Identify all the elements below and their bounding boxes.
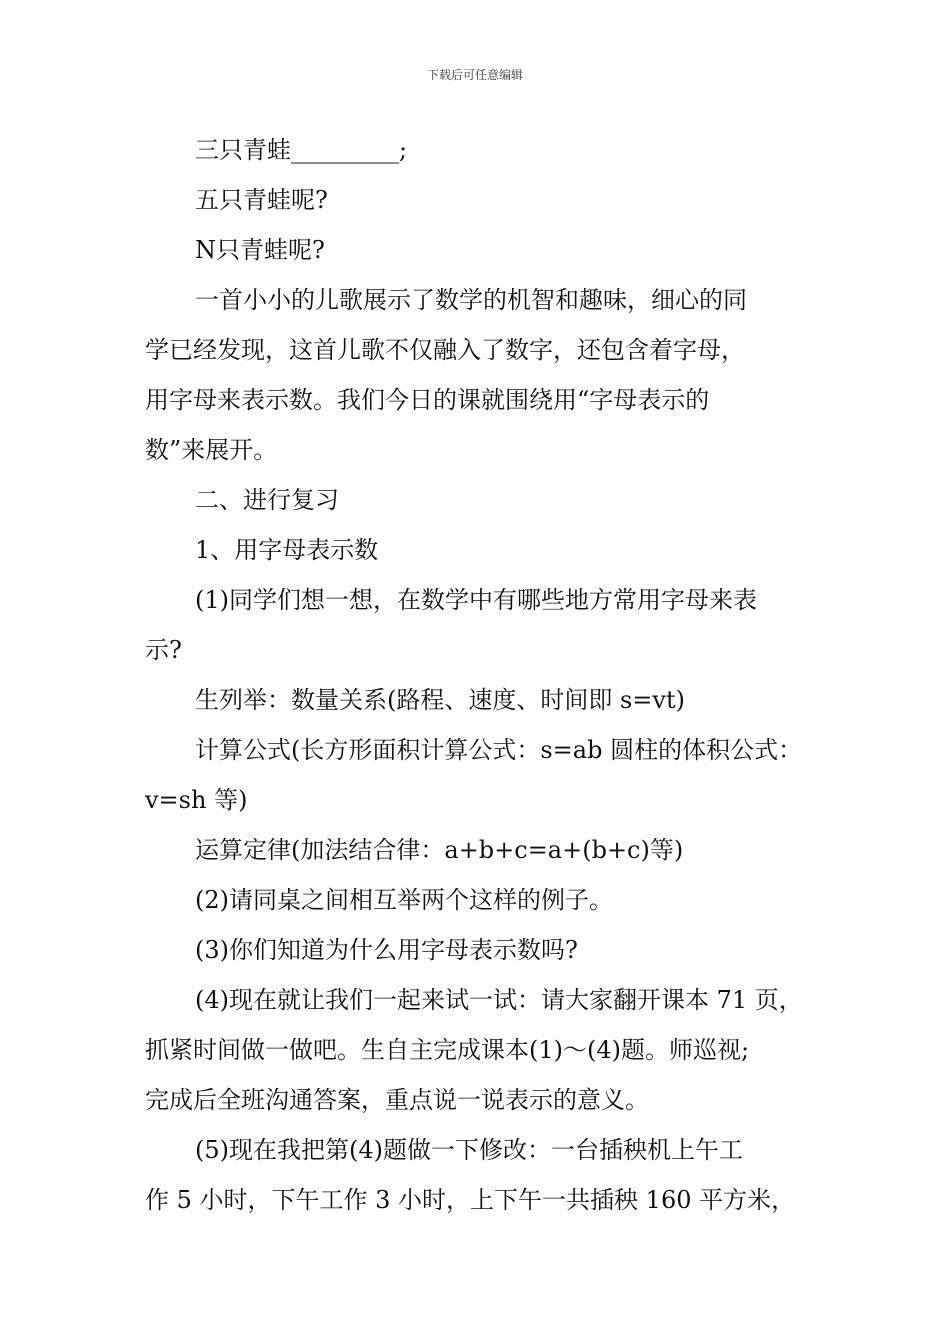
text-line: 用字母来表示数。我们今日的课就围绕用“字母表示的 bbox=[145, 386, 710, 414]
text-line: (5)现在我把第(4)题做一下修改：一台插秧机上午工 bbox=[195, 1136, 743, 1164]
text-line: 作 5 小时，下午工作 3 小时，上下午一共插秧 160 平方米， bbox=[145, 1186, 796, 1214]
section-heading: 二、进行复习 bbox=[195, 486, 339, 514]
text-line: 示? bbox=[145, 636, 182, 664]
text-line: (4)现在就让我们一起来试一试：请大家翻开课本 71 页， bbox=[195, 986, 803, 1014]
text-line: N只青蛙呢? bbox=[195, 236, 325, 264]
page-header: 下载后可任意编辑 bbox=[426, 68, 523, 82]
text-line: 完成后全班沟通答案，重点说一说表示的意义。 bbox=[145, 1086, 649, 1114]
text-line: (1)同学们想一想，在数学中有哪些地方常用字母来表 bbox=[195, 586, 757, 614]
text-line: (2)请同桌之间相互举两个这样的例子。 bbox=[195, 886, 613, 914]
text-line: 计算公式(长方形面积计算公式：s=ab 圆柱的体积公式： bbox=[195, 736, 803, 764]
text-line: 生列举：数量关系(路程、速度、时间即 s=vt) bbox=[195, 686, 685, 714]
text-line: 三只青蛙_________; bbox=[195, 136, 408, 164]
text-line: 运算定律(加法结合律：a+b+c=a+(b+c)等) bbox=[195, 836, 684, 864]
text-line: 五只青蛙呢? bbox=[195, 186, 328, 214]
subsection-heading: 1、用字母表示数 bbox=[195, 536, 379, 564]
text-line: (3)你们知道为什么用字母表示数吗? bbox=[195, 936, 578, 964]
text-line: 数”来展开。 bbox=[145, 436, 278, 464]
text-line: 抓紧时间做一做吧。生自主完成课本(1)～(4)题。师巡视; bbox=[145, 1036, 750, 1064]
text-line: 一首小小的儿歌展示了数学的机智和趣味，细心的同 bbox=[195, 286, 747, 314]
text-line: 学已经发现，这首儿歌不仅融入了数字，还包含着字母， bbox=[145, 336, 745, 364]
text-line: v=sh 等) bbox=[145, 786, 248, 814]
